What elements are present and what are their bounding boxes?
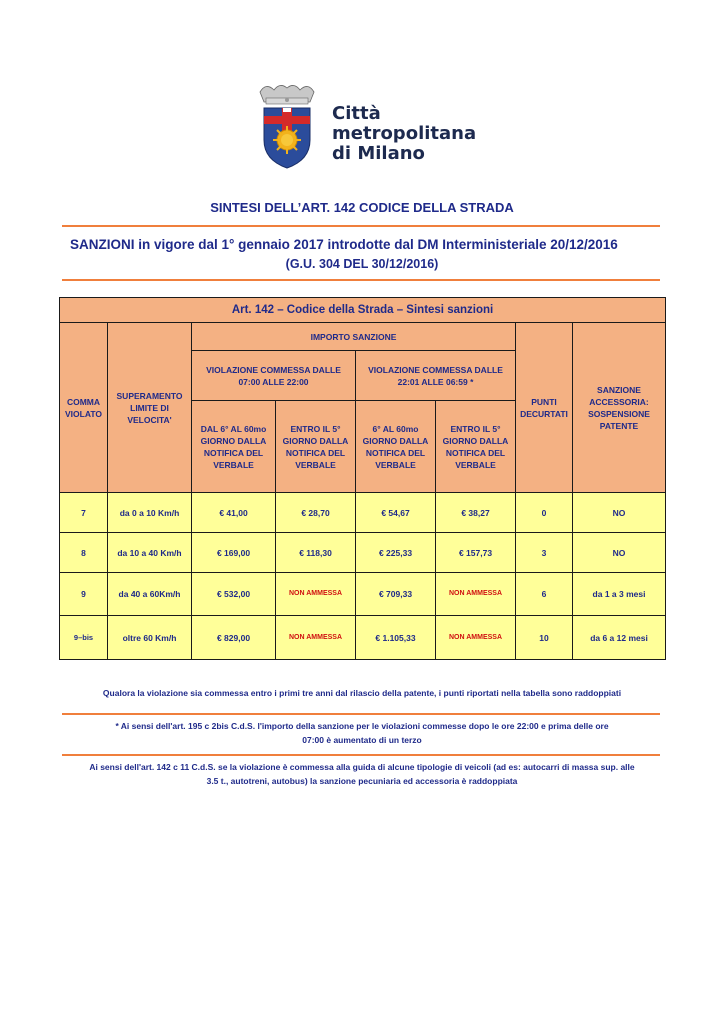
cell-punti: 0 (516, 493, 573, 533)
note-veicoli-2: 3.5 t., autotreni, autobus) la sanzione pecuniaria ed accessoria è raddoppiata (206, 776, 518, 786)
cell-day-2: NON AMMESSA (276, 616, 356, 660)
cell-punti: 3 (516, 533, 573, 573)
city-logo (252, 80, 477, 170)
header-punti: PUNTI DECURTATI (516, 323, 573, 493)
table-caption: Art. 142 – Codice della Strada – Sintesi sanzioni (60, 298, 666, 323)
page-title: SINTESI DELL’ART. 142 CODICE DELLA STRADA (210, 200, 514, 215)
header-within5: ENTRO IL 5° GIORNO DALLA NOTIFICA DEL VERBALE (276, 401, 356, 493)
cell-limite: da 0 a 10 Km/h (108, 493, 192, 533)
cell-day-1: € 41,00 (192, 493, 276, 533)
cell-night-2: NON AMMESSA (436, 616, 516, 660)
header-day: VIOLAZIONE COMMESSA DALLE 07:00 ALLE 22:00 (192, 351, 356, 401)
cell-limite: da 40 a 60Km/h (108, 573, 192, 616)
cell-sospensione: da 6 a 12 mesi (573, 616, 666, 660)
divider (62, 754, 660, 756)
header-from6b: 6° AL 60mo GIORNO DALLA NOTIFICA DEL VERBALE (356, 401, 436, 493)
cell-punti: 6 (516, 573, 573, 616)
cell-night-1: € 1.105,33 (356, 616, 436, 660)
note-raddoppio-punti: Qualora la violazione sia commessa entro i primi tre anni dal rilascio della patente, i punti riportati nella tabella sono raddoppiati (102, 688, 622, 698)
cell-sospensione: NO (573, 493, 666, 533)
table-row (60, 616, 666, 660)
cell-sospensione: da 1 a 3 mesi (573, 573, 666, 616)
table-row (60, 533, 666, 573)
cell-day-2: NON AMMESSA (276, 573, 356, 616)
logo-line-2: metropolitana (332, 123, 477, 144)
header-importo: IMPORTO SANZIONE (192, 323, 516, 351)
cell-comma: 9 (60, 573, 108, 616)
divider (62, 713, 660, 715)
header-superamento: SUPERAMENTO LIMITE DI VELOCITA' (108, 323, 192, 493)
logo-line-1: Città (332, 103, 381, 124)
cell-night-1: € 225,33 (356, 533, 436, 573)
page-subtitle: SANZIONI in vigore dal 1° gennaio 2017 introdotte dal DM Interministeriale 20/12/2016 (70, 237, 618, 252)
table-row (60, 573, 666, 616)
cell-night-2: € 38,27 (436, 493, 516, 533)
note-notturna-2: 07:00 è aumentato di un terzo (302, 735, 422, 745)
header-from6: DAL 6° AL 60mo GIORNO DALLA NOTIFICA DEL VERBALE (192, 401, 276, 493)
cell-night-2: NON AMMESSA (436, 573, 516, 616)
divider (62, 279, 660, 281)
header-comma: COMMA VIOLATO (60, 323, 108, 493)
note-veicoli-1: Ai sensi dell'art. 142 c 11 C.d.S. se la violazione è commessa alla guida di alcune tipologie di veicoli (ad es: autocarri di massa sup. alle (89, 762, 635, 772)
cell-limite: oltre 60 Km/h (108, 616, 192, 660)
cell-sospensione: NO (573, 533, 666, 573)
coat-of-arms-icon (252, 80, 322, 170)
cell-day-1: € 829,00 (192, 616, 276, 660)
table-row (60, 493, 666, 533)
cell-day-1: € 169,00 (192, 533, 276, 573)
header-within5b: ENTRO IL 5° GIORNO DALLA NOTIFICA DEL VERBALE (436, 401, 516, 493)
cell-day-1: € 532,00 (192, 573, 276, 616)
header-accessoria: SANZIONE ACCESSORIA: SOSPENSIONE PATENTE (573, 323, 666, 493)
gazette-reference: (G.U. 304 DEL 30/12/2016) (285, 257, 439, 271)
note-notturna-1: * Ai sensi dell'art. 195 c 2bis C.d.S. l'importo della sanzione per le violazioni commesse dopo le ore 22:00 e prima delle ore (115, 721, 609, 731)
logo-wordmark (332, 104, 476, 164)
cell-limite: da 10 a 40 Km/h (108, 533, 192, 573)
cell-night-1: € 54,67 (356, 493, 436, 533)
cell-comma: 7 (60, 493, 108, 533)
cell-punti: 10 (516, 616, 573, 660)
sanctions-table (59, 297, 666, 660)
cell-comma: 9–bis (60, 616, 108, 660)
cell-night-1: € 709,33 (356, 573, 436, 616)
cell-day-2: € 118,30 (276, 533, 356, 573)
cell-comma: 8 (60, 533, 108, 573)
header-night: VIOLAZIONE COMMESSA DALLE 22:01 ALLE 06:59 * (356, 351, 516, 401)
divider (62, 225, 660, 227)
cell-day-2: € 28,70 (276, 493, 356, 533)
cell-night-2: € 157,73 (436, 533, 516, 573)
logo-line-3: di Milano (332, 143, 425, 164)
